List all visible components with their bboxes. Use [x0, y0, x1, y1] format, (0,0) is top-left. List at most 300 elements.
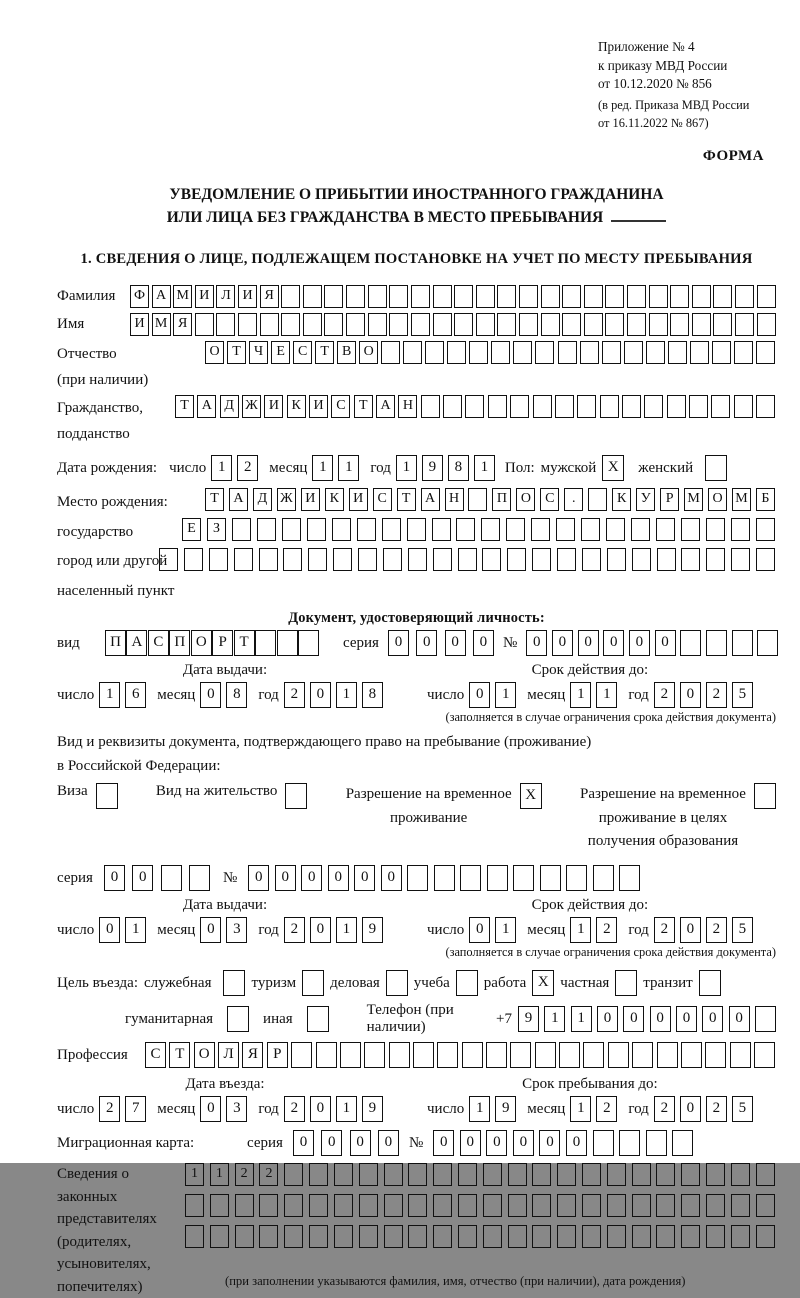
char-box[interactable]: 2 — [237, 455, 258, 481]
char-box[interactable]: 5 — [732, 682, 753, 708]
purpose-transit-checkbox[interactable] — [699, 970, 721, 996]
char-box[interactable]: Т — [234, 630, 255, 656]
char-box[interactable] — [562, 313, 581, 336]
char-box[interactable] — [627, 285, 646, 308]
char-box[interactable]: 2 — [99, 1096, 120, 1122]
char-box[interactable] — [631, 518, 650, 541]
char-box[interactable] — [235, 1225, 254, 1248]
char-box[interactable] — [465, 395, 484, 418]
char-box[interactable] — [324, 313, 343, 336]
char-box[interactable] — [584, 285, 603, 308]
char-box[interactable] — [476, 313, 495, 336]
char-box[interactable] — [513, 341, 532, 364]
char-box[interactable]: 0 — [354, 865, 375, 891]
char-box[interactable]: А — [126, 630, 147, 656]
char-box[interactable]: И — [195, 285, 214, 308]
char-box[interactable] — [559, 1042, 580, 1068]
char-box[interactable] — [681, 1225, 700, 1248]
char-box[interactable]: 0 — [301, 865, 322, 891]
char-box[interactable] — [581, 518, 600, 541]
char-box[interactable] — [582, 1194, 601, 1217]
char-box[interactable] — [566, 865, 587, 891]
char-box[interactable] — [368, 285, 387, 308]
char-box[interactable]: С — [145, 1042, 166, 1068]
char-box[interactable] — [619, 865, 640, 891]
char-box[interactable] — [756, 1225, 775, 1248]
char-box[interactable] — [195, 313, 214, 336]
char-box[interactable]: 2 — [706, 682, 727, 708]
char-box[interactable] — [644, 395, 663, 418]
char-box[interactable] — [607, 1163, 626, 1186]
char-box[interactable] — [622, 395, 641, 418]
char-box[interactable]: 0 — [578, 630, 599, 656]
char-box[interactable] — [731, 1163, 750, 1186]
char-box[interactable] — [558, 341, 577, 364]
char-box[interactable] — [408, 548, 427, 571]
char-box[interactable] — [756, 548, 775, 571]
char-box[interactable]: М — [173, 285, 192, 308]
char-box[interactable]: 1 — [495, 682, 516, 708]
char-box[interactable] — [458, 1194, 477, 1217]
char-box[interactable] — [681, 548, 700, 571]
char-box[interactable]: 3 — [226, 917, 247, 943]
char-box[interactable]: 0 — [321, 1130, 342, 1156]
char-box[interactable] — [756, 1163, 775, 1186]
char-box[interactable] — [582, 1225, 601, 1248]
char-box[interactable]: 0 — [552, 630, 573, 656]
char-box[interactable] — [756, 395, 775, 418]
char-box[interactable]: 3 — [226, 1096, 247, 1122]
char-box[interactable] — [334, 1163, 353, 1186]
char-box[interactable]: О — [191, 630, 212, 656]
char-box[interactable]: 2 — [596, 917, 617, 943]
sex-female-checkbox[interactable] — [705, 455, 727, 481]
char-box[interactable] — [668, 341, 687, 364]
char-box[interactable] — [756, 341, 775, 364]
char-box[interactable]: Т — [354, 395, 373, 418]
char-box[interactable] — [432, 518, 451, 541]
char-box[interactable]: 1 — [211, 455, 232, 481]
char-box[interactable] — [712, 341, 731, 364]
sex-male-checkbox[interactable]: X — [602, 455, 624, 481]
char-box[interactable] — [532, 1163, 551, 1186]
char-box[interactable] — [284, 1225, 303, 1248]
char-box[interactable] — [672, 1130, 693, 1156]
char-box[interactable] — [689, 395, 708, 418]
char-box[interactable] — [189, 865, 210, 891]
char-box[interactable] — [185, 1194, 204, 1217]
char-box[interactable]: Ф — [130, 285, 149, 308]
char-box[interactable]: 2 — [259, 1163, 278, 1186]
char-box[interactable]: Б — [756, 488, 775, 511]
char-box[interactable] — [324, 285, 343, 308]
char-box[interactable] — [483, 1225, 502, 1248]
char-box[interactable]: 2 — [284, 1096, 305, 1122]
char-box[interactable] — [508, 1163, 527, 1186]
char-box[interactable]: 1 — [336, 682, 357, 708]
char-box[interactable] — [757, 313, 776, 336]
char-box[interactable] — [508, 1194, 527, 1217]
char-box[interactable] — [456, 518, 475, 541]
char-box[interactable]: 9 — [362, 917, 383, 943]
char-box[interactable] — [562, 285, 581, 308]
char-box[interactable] — [757, 630, 778, 656]
char-box[interactable] — [706, 630, 727, 656]
char-box[interactable]: О — [205, 341, 224, 364]
char-box[interactable] — [411, 313, 430, 336]
char-box[interactable]: 0 — [200, 682, 221, 708]
char-box[interactable] — [316, 1042, 337, 1068]
char-box[interactable] — [535, 1042, 556, 1068]
char-box[interactable]: Д — [220, 395, 239, 418]
char-box[interactable]: 2 — [654, 682, 675, 708]
char-box[interactable] — [632, 1225, 651, 1248]
char-box[interactable] — [557, 1194, 576, 1217]
char-box[interactable]: 0 — [702, 1006, 723, 1032]
char-box[interactable] — [632, 1163, 651, 1186]
char-box[interactable]: 2 — [284, 917, 305, 943]
char-box[interactable]: Д — [253, 488, 272, 511]
char-box[interactable] — [607, 1194, 626, 1217]
char-box[interactable] — [332, 518, 351, 541]
purpose-humanitarian-checkbox[interactable] — [227, 1006, 249, 1032]
char-box[interactable] — [282, 518, 301, 541]
char-box[interactable] — [281, 313, 300, 336]
char-box[interactable] — [384, 1194, 403, 1217]
char-box[interactable]: 1 — [336, 1096, 357, 1122]
char-box[interactable]: 0 — [275, 865, 296, 891]
char-box[interactable] — [210, 1194, 229, 1217]
char-box[interactable] — [433, 1225, 452, 1248]
char-box[interactable] — [593, 865, 614, 891]
char-box[interactable]: О — [516, 488, 535, 511]
char-box[interactable]: И — [130, 313, 149, 336]
char-box[interactable] — [413, 1042, 434, 1068]
char-box[interactable]: У — [636, 488, 655, 511]
char-box[interactable]: В — [337, 341, 356, 364]
char-box[interactable] — [706, 1225, 725, 1248]
char-box[interactable]: 1 — [210, 1163, 229, 1186]
char-box[interactable] — [656, 518, 675, 541]
char-box[interactable]: Е — [271, 341, 290, 364]
char-box[interactable] — [519, 313, 538, 336]
char-box[interactable] — [754, 1042, 775, 1068]
char-box[interactable] — [510, 1042, 531, 1068]
char-box[interactable] — [469, 341, 488, 364]
char-box[interactable]: 1 — [469, 1096, 490, 1122]
char-box[interactable] — [425, 341, 444, 364]
char-box[interactable] — [434, 865, 455, 891]
char-box[interactable]: 0 — [680, 917, 701, 943]
char-box[interactable]: 1 — [571, 1006, 592, 1032]
char-box[interactable]: 8 — [226, 682, 247, 708]
char-box[interactable] — [259, 1225, 278, 1248]
char-box[interactable]: 0 — [469, 682, 490, 708]
char-box[interactable] — [383, 548, 402, 571]
char-box[interactable] — [584, 313, 603, 336]
char-box[interactable]: 0 — [445, 630, 466, 656]
char-box[interactable]: 0 — [388, 630, 409, 656]
char-box[interactable] — [307, 518, 326, 541]
char-box[interactable] — [532, 548, 551, 571]
char-box[interactable] — [731, 548, 750, 571]
char-box[interactable]: 0 — [729, 1006, 750, 1032]
char-box[interactable] — [755, 1006, 776, 1032]
char-box[interactable]: 0 — [293, 1130, 314, 1156]
char-box[interactable]: 5 — [732, 1096, 753, 1122]
char-box[interactable]: 0 — [248, 865, 269, 891]
char-box[interactable]: 1 — [474, 455, 495, 481]
char-box[interactable] — [283, 548, 302, 571]
char-box[interactable] — [454, 285, 473, 308]
char-box[interactable] — [706, 1194, 725, 1217]
char-box[interactable] — [706, 518, 725, 541]
char-box[interactable] — [255, 630, 276, 656]
char-box[interactable] — [656, 1163, 675, 1186]
char-box[interactable]: К — [287, 395, 306, 418]
char-box[interactable]: 2 — [654, 1096, 675, 1122]
char-box[interactable]: О — [708, 488, 727, 511]
char-box[interactable]: 8 — [448, 455, 469, 481]
char-box[interactable]: 2 — [706, 1096, 727, 1122]
char-box[interactable]: 7 — [125, 1096, 146, 1122]
char-box[interactable] — [259, 1194, 278, 1217]
char-box[interactable]: 1 — [185, 1163, 204, 1186]
visa-checkbox[interactable] — [96, 783, 118, 809]
char-box[interactable] — [657, 548, 676, 571]
char-box[interactable] — [303, 285, 322, 308]
char-box[interactable] — [458, 548, 477, 571]
char-box[interactable] — [540, 865, 561, 891]
char-box[interactable] — [364, 1042, 385, 1068]
char-box[interactable] — [624, 341, 643, 364]
char-box[interactable]: Н — [445, 488, 464, 511]
purpose-study-checkbox[interactable] — [456, 970, 478, 996]
char-box[interactable] — [508, 1225, 527, 1248]
char-box[interactable]: З — [207, 518, 226, 541]
char-box[interactable] — [680, 630, 701, 656]
char-box[interactable]: 0 — [433, 1130, 454, 1156]
purpose-business-checkbox[interactable] — [386, 970, 408, 996]
char-box[interactable]: 0 — [104, 865, 125, 891]
char-box[interactable] — [670, 285, 689, 308]
char-box[interactable]: 2 — [596, 1096, 617, 1122]
char-box[interactable] — [486, 1042, 507, 1068]
char-box[interactable]: 0 — [378, 1130, 399, 1156]
char-box[interactable] — [667, 395, 686, 418]
char-box[interactable] — [433, 1163, 452, 1186]
char-box[interactable] — [408, 1225, 427, 1248]
char-box[interactable] — [359, 1194, 378, 1217]
char-box[interactable]: 1 — [125, 917, 146, 943]
char-box[interactable] — [384, 1225, 403, 1248]
char-box[interactable]: И — [238, 285, 257, 308]
char-box[interactable]: 1 — [99, 682, 120, 708]
char-box[interactable]: С — [373, 488, 392, 511]
char-box[interactable] — [497, 313, 516, 336]
char-box[interactable] — [309, 1163, 328, 1186]
char-box[interactable] — [713, 285, 732, 308]
char-box[interactable]: 0 — [416, 630, 437, 656]
char-box[interactable] — [458, 1163, 477, 1186]
char-box[interactable] — [681, 518, 700, 541]
char-box[interactable]: 0 — [310, 682, 331, 708]
char-box[interactable]: 0 — [597, 1006, 618, 1032]
char-box[interactable]: 0 — [655, 630, 676, 656]
char-box[interactable] — [411, 285, 430, 308]
edu-permit-checkbox[interactable] — [754, 783, 776, 809]
char-box[interactable] — [577, 395, 596, 418]
char-box[interactable] — [433, 548, 452, 571]
char-box[interactable] — [491, 341, 510, 364]
char-box[interactable] — [384, 1163, 403, 1186]
char-box[interactable] — [532, 1194, 551, 1217]
char-box[interactable] — [557, 1163, 576, 1186]
char-box[interactable] — [357, 518, 376, 541]
char-box[interactable] — [359, 1225, 378, 1248]
char-box[interactable]: И — [301, 488, 320, 511]
char-box[interactable] — [627, 313, 646, 336]
char-box[interactable]: Л — [218, 1042, 239, 1068]
char-box[interactable]: 1 — [570, 682, 591, 708]
char-box[interactable]: 1 — [312, 455, 333, 481]
char-box[interactable]: 8 — [362, 682, 383, 708]
char-box[interactable]: 0 — [200, 917, 221, 943]
char-box[interactable]: С — [331, 395, 350, 418]
char-box[interactable] — [732, 630, 753, 656]
char-box[interactable] — [593, 1130, 614, 1156]
char-box[interactable]: 1 — [544, 1006, 565, 1032]
char-box[interactable]: Р — [267, 1042, 288, 1068]
char-box[interactable] — [731, 1194, 750, 1217]
char-box[interactable] — [690, 341, 709, 364]
char-box[interactable] — [756, 1194, 775, 1217]
char-box[interactable]: Я — [260, 285, 279, 308]
char-box[interactable] — [600, 395, 619, 418]
char-box[interactable]: Р — [660, 488, 679, 511]
char-box[interactable] — [510, 395, 529, 418]
char-box[interactable]: П — [492, 488, 511, 511]
char-box[interactable]: 0 — [310, 1096, 331, 1122]
char-box[interactable] — [681, 1163, 700, 1186]
char-box[interactable] — [706, 548, 725, 571]
char-box[interactable]: 0 — [680, 1096, 701, 1122]
char-box[interactable]: 1 — [495, 917, 516, 943]
char-box[interactable] — [210, 1225, 229, 1248]
char-box[interactable] — [692, 313, 711, 336]
char-box[interactable]: 9 — [495, 1096, 516, 1122]
char-box[interactable]: Т — [227, 341, 246, 364]
char-box[interactable]: 9 — [518, 1006, 539, 1032]
char-box[interactable] — [389, 313, 408, 336]
char-box[interactable]: Л — [216, 285, 235, 308]
char-box[interactable] — [407, 518, 426, 541]
char-box[interactable] — [532, 1225, 551, 1248]
char-box[interactable] — [582, 548, 601, 571]
char-box[interactable] — [713, 313, 732, 336]
char-box[interactable] — [389, 285, 408, 308]
char-box[interactable] — [580, 341, 599, 364]
char-box[interactable]: 0 — [328, 865, 349, 891]
purpose-official-checkbox[interactable] — [223, 970, 245, 996]
char-box[interactable] — [462, 1042, 483, 1068]
char-box[interactable] — [408, 1194, 427, 1217]
char-box[interactable] — [646, 1130, 667, 1156]
char-box[interactable] — [232, 518, 251, 541]
char-box[interactable] — [234, 548, 253, 571]
char-box[interactable] — [368, 313, 387, 336]
char-box[interactable]: И — [264, 395, 283, 418]
char-box[interactable] — [757, 285, 776, 308]
char-box[interactable] — [454, 313, 473, 336]
char-box[interactable]: 0 — [381, 865, 402, 891]
char-box[interactable] — [556, 518, 575, 541]
char-box[interactable] — [681, 1194, 700, 1217]
char-box[interactable]: 1 — [336, 917, 357, 943]
char-box[interactable] — [483, 1194, 502, 1217]
char-box[interactable] — [619, 1130, 640, 1156]
char-box[interactable] — [656, 1225, 675, 1248]
char-box[interactable] — [711, 395, 730, 418]
char-box[interactable] — [333, 548, 352, 571]
char-box[interactable] — [277, 630, 298, 656]
char-box[interactable] — [605, 285, 624, 308]
char-box[interactable] — [497, 285, 516, 308]
char-box[interactable] — [408, 1163, 427, 1186]
char-box[interactable] — [734, 341, 753, 364]
char-box[interactable] — [506, 518, 525, 541]
char-box[interactable] — [308, 548, 327, 571]
char-box[interactable] — [731, 518, 750, 541]
char-box[interactable]: 0 — [676, 1006, 697, 1032]
char-box[interactable] — [259, 548, 278, 571]
char-box[interactable]: 5 — [732, 917, 753, 943]
char-box[interactable] — [334, 1225, 353, 1248]
char-box[interactable] — [533, 395, 552, 418]
char-box[interactable] — [555, 395, 574, 418]
char-box[interactable]: 1 — [596, 682, 617, 708]
char-box[interactable]: 2 — [654, 917, 675, 943]
char-box[interactable] — [646, 341, 665, 364]
char-box[interactable]: П — [169, 630, 190, 656]
char-box[interactable]: 0 — [650, 1006, 671, 1032]
char-box[interactable] — [734, 395, 753, 418]
char-box[interactable] — [605, 313, 624, 336]
char-box[interactable] — [731, 1225, 750, 1248]
char-box[interactable] — [632, 1042, 653, 1068]
char-box[interactable]: 0 — [473, 630, 494, 656]
char-box[interactable] — [488, 395, 507, 418]
char-box[interactable]: П — [105, 630, 126, 656]
char-box[interactable]: 1 — [570, 1096, 591, 1122]
char-box[interactable] — [407, 865, 428, 891]
char-box[interactable]: К — [612, 488, 631, 511]
char-box[interactable]: 0 — [486, 1130, 507, 1156]
char-box[interactable] — [309, 1225, 328, 1248]
char-box[interactable] — [433, 285, 452, 308]
char-box[interactable]: 9 — [422, 455, 443, 481]
char-box[interactable] — [632, 1194, 651, 1217]
char-box[interactable] — [298, 630, 319, 656]
char-box[interactable] — [730, 1042, 751, 1068]
char-box[interactable] — [460, 865, 481, 891]
char-box[interactable]: Ч — [249, 341, 268, 364]
char-box[interactable] — [257, 518, 276, 541]
char-box[interactable] — [468, 488, 487, 511]
char-box[interactable] — [735, 313, 754, 336]
char-box[interactable] — [656, 1194, 675, 1217]
char-box[interactable] — [381, 341, 400, 364]
